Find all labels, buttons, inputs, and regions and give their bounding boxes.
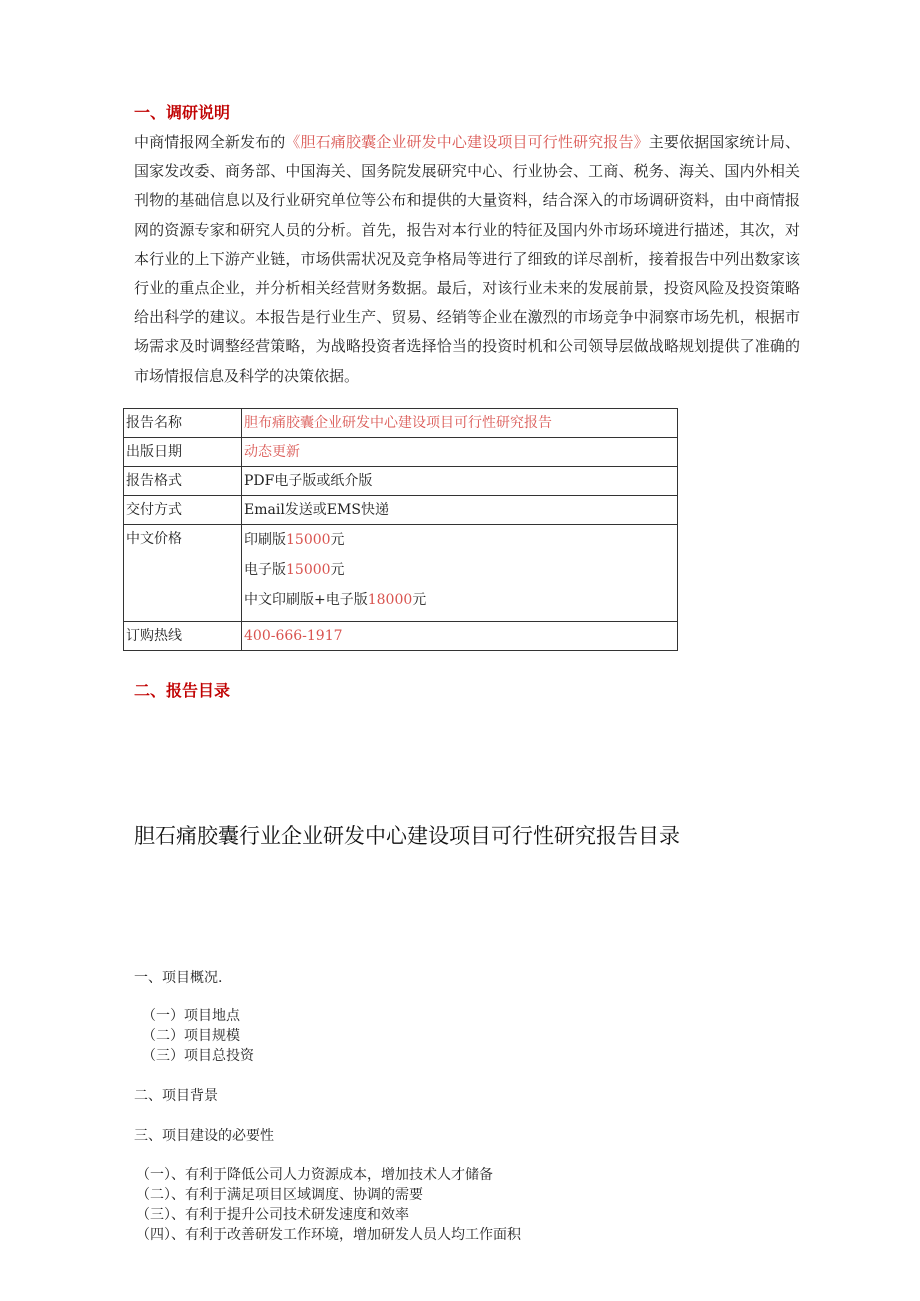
report-name-value: 胆布痛胶囊企业研发中心建设项目可行性研究报告 bbox=[242, 409, 678, 438]
price-label: 中文价格 bbox=[124, 525, 242, 622]
table-row bbox=[124, 409, 678, 438]
report-title-link[interactable]: 《胆石痛胶囊企业研发中心建设项目可行性研究报告》 bbox=[285, 133, 649, 151]
section-title-toc: 二、报告目录 bbox=[134, 681, 231, 700]
toc-chapter-3: 三、项目建设的必要性 bbox=[134, 1128, 274, 1144]
table-row bbox=[124, 525, 678, 622]
delivery-value: Email发送或EMS快递 bbox=[242, 496, 678, 525]
list-item: （三）项目总投资 bbox=[142, 1048, 254, 1064]
toc-chapter-1-items bbox=[142, 1006, 254, 1066]
price-electronic: 电子版15000元 bbox=[244, 562, 345, 578]
list-item: （二）项目规模 bbox=[142, 1028, 240, 1044]
table-row bbox=[124, 467, 678, 496]
publish-date-label: 出版日期 bbox=[124, 438, 242, 467]
intro-prefix: 中商情报网全新发布的 bbox=[134, 133, 286, 151]
toc-chapter-1: 一、项目概况. bbox=[134, 970, 223, 986]
price-print: 印刷版15000元 bbox=[244, 532, 345, 548]
intro-paragraph bbox=[134, 128, 800, 391]
list-item: （四）、有利于改善研发工作环境，增加研发人员人均工作面积 bbox=[136, 1227, 521, 1243]
price-bundle: 中文印刷版+电子版18000元 bbox=[244, 592, 427, 608]
list-item: （一）、有利于降低公司人力资源成本，增加技术人才储备 bbox=[136, 1167, 493, 1183]
report-info-table bbox=[123, 408, 678, 651]
table-row bbox=[124, 496, 678, 525]
report-name-label: 报告名称 bbox=[124, 409, 242, 438]
report-format-label: 报告格式 bbox=[124, 467, 242, 496]
toc-chapter-3-items bbox=[136, 1165, 521, 1245]
list-item: （二）、有利于满足项目区域调度、协调的需要 bbox=[136, 1187, 423, 1203]
hotline-label: 订购热线 bbox=[124, 622, 242, 651]
table-row bbox=[124, 622, 678, 651]
report-format-value: PDF电子版或纸介版 bbox=[242, 467, 678, 496]
toc-chapter-2: 二、项目背景 bbox=[134, 1088, 218, 1104]
intro-body: 主要依据国家统计局、国家发改委、商务部、中国海关、国务院发展研究中心、行业协会、工商、税务、海关、国内外相关刊物的基础信息以及行业研究单位等公布和提供的大量资料，结合深入的市场调研资料，由中商情报网的资源专家和研究人员的分析。首先，报告对本行业的特征及国内外市场环境进行描述，其次，对本行业的上下游产业链，市场供需状况及竞争格局等进行了细致的详尽剖析，接着报告中列出数家该行业的重点企业，并分析相关经营财务数据。最后，对该行业未来的发展前景，投资风险及投资策略给出科学的建议。本报告是行业生产、贸易、经销等企业在激烈的市场竞争中洞察市场先机，根据市场需求及时调整经营策略，为战略投资者选择恰当的投资时机和公司领导层做战略规划提供了准确的市场情报信息及科学的决策依据。 bbox=[134, 133, 800, 385]
table-row bbox=[124, 438, 678, 467]
hotline-value[interactable]: 400-666-1917 bbox=[242, 622, 678, 651]
list-item: （三）、有利于提升公司技术研发速度和效率 bbox=[136, 1207, 409, 1223]
publish-date-value: 动态更新 bbox=[242, 438, 678, 467]
delivery-label: 交付方式 bbox=[124, 496, 242, 525]
price-list bbox=[242, 525, 678, 622]
toc-title: 胆石痛胶囊行业企业研发中心建设项目可行性研究报告目录 bbox=[134, 824, 680, 848]
list-item: （一）项目地点 bbox=[142, 1008, 240, 1024]
section-title-research: 一、调研说明 bbox=[134, 103, 231, 122]
